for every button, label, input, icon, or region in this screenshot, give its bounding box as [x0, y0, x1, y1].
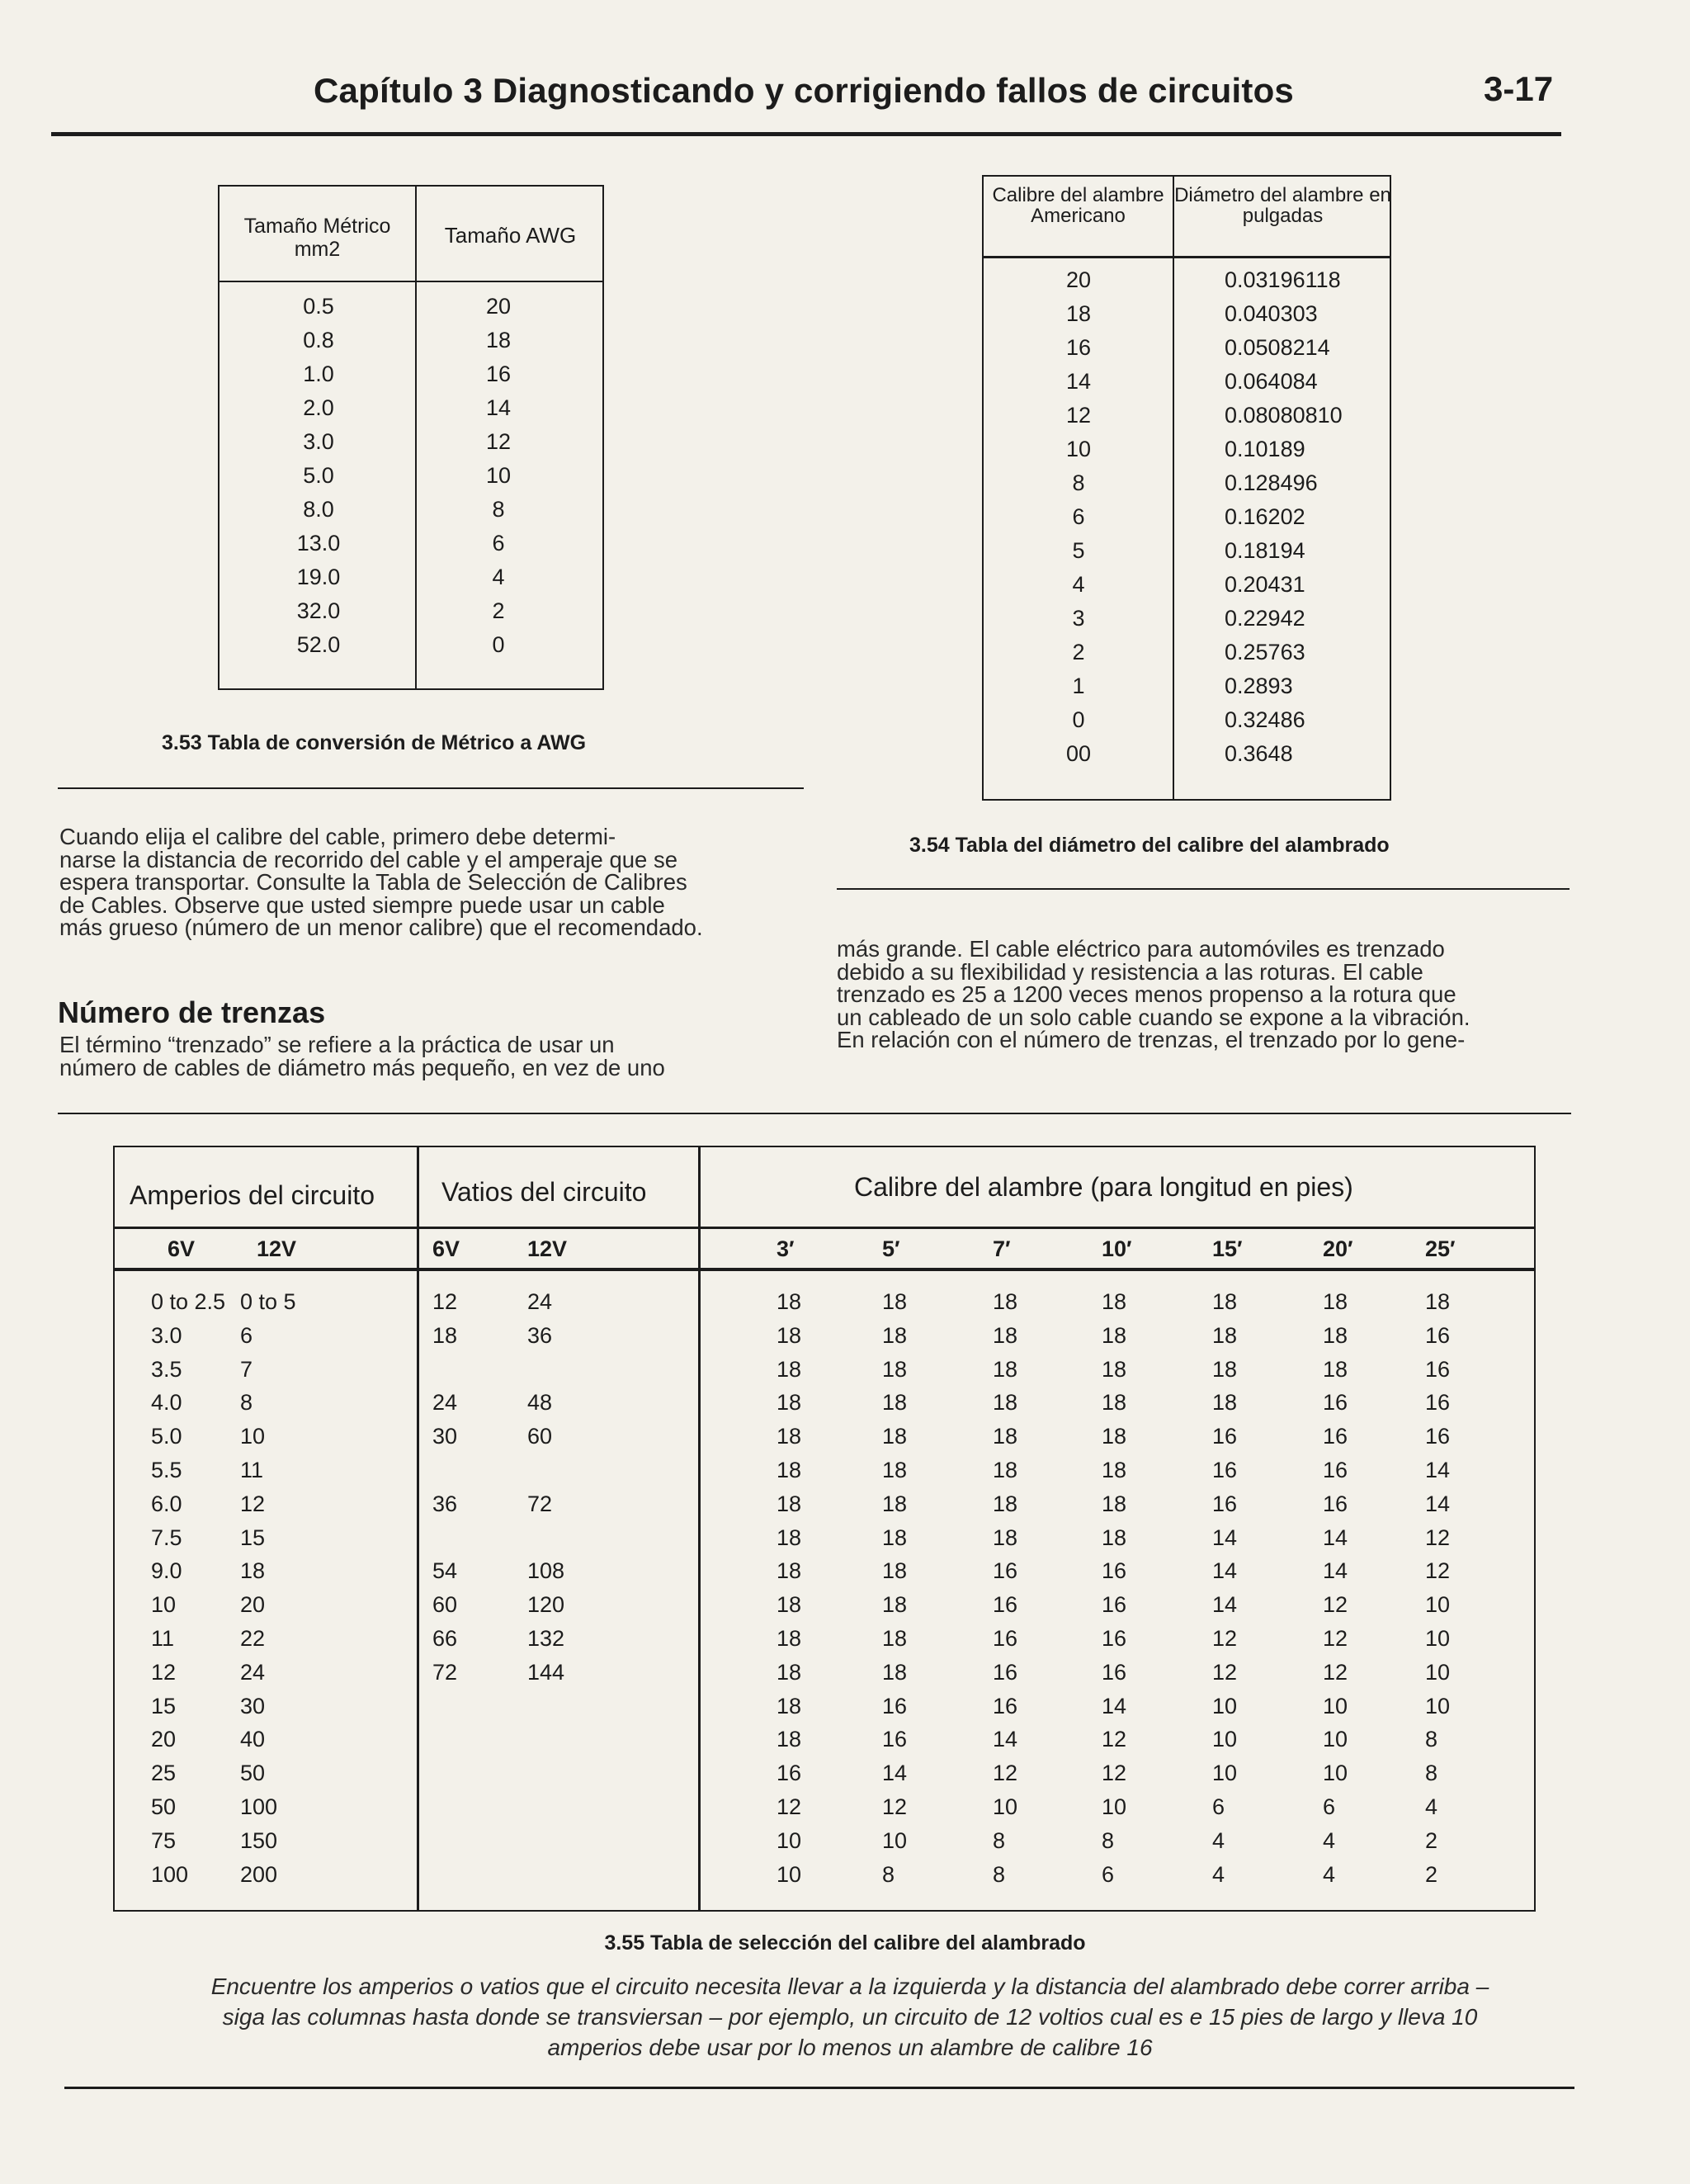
chapter-title: Capítulo 3 Diagnosticando y corrigiendo fallos de circuitos	[314, 71, 1294, 110]
table-cell: 18	[882, 1356, 908, 1382]
table-cell: 16	[1212, 1458, 1238, 1482]
table-cell: 12	[882, 1794, 908, 1819]
table-cell: 4	[1212, 1827, 1225, 1853]
table-cell: 14	[1323, 1525, 1348, 1550]
text-line: número de cables de diámetro más pequeño, en vez de uno	[59, 1054, 665, 1080]
cell-diameter: 0.08080810	[1225, 403, 1343, 428]
header-divider	[115, 1268, 1534, 1271]
table-cell: 18	[777, 1322, 802, 1348]
table-cell: 18	[1323, 1322, 1348, 1348]
table-cell: 18	[777, 1558, 802, 1584]
table-cell: 8	[1425, 1727, 1438, 1752]
table-cell: 3.0	[151, 1322, 182, 1348]
text-line: un cableado de un solo cable cuando se expone a la vibración.	[837, 1004, 1470, 1030]
cell-gauge: 5	[1072, 538, 1085, 563]
cell-gauge: 4	[1072, 572, 1085, 597]
note-line: amperios debe usar por lo menos un alambre de calibre 16	[547, 2035, 1153, 2060]
caption-355: 3.55 Tabla de selección del calibre del alambrado	[604, 1931, 1086, 1955]
table-note	[107, 1971, 1593, 2063]
table-cell: 10	[1425, 1626, 1451, 1651]
cell-diameter: 0.10189	[1225, 437, 1305, 461]
sub-header: 12V	[257, 1236, 297, 1261]
table-cell: 10	[1425, 1659, 1451, 1685]
table-cell: 18	[882, 1458, 908, 1482]
table-cell: 100	[240, 1794, 278, 1819]
text-line: trenzado es 25 a 1200 veces menos propenso a la rotura que	[837, 981, 1456, 1007]
page-number: 3-17	[1484, 69, 1554, 108]
table-cell: 12	[1102, 1761, 1127, 1786]
cell-gauge: 8	[1072, 470, 1085, 495]
table-cell: 16	[1323, 1424, 1348, 1449]
cell-gauge: 14	[1065, 369, 1092, 394]
table-cell: 16	[1212, 1424, 1238, 1449]
table-cell: 18	[777, 1424, 802, 1449]
table-cell: 2	[1425, 1861, 1438, 1887]
table-cell: 18	[777, 1356, 802, 1382]
table-cell: 36	[527, 1322, 553, 1348]
table-cell: 8	[240, 1390, 253, 1416]
table-cell: 10	[993, 1794, 1018, 1819]
table-cell: 18	[1102, 1390, 1127, 1416]
table-cell: 120	[527, 1592, 565, 1618]
header-divider	[984, 256, 1390, 258]
table-cell: 16	[1425, 1356, 1451, 1382]
table-cell: 18	[993, 1322, 1018, 1348]
cell-diameter: 0.040303	[1225, 301, 1318, 326]
table-cell: 16	[1102, 1659, 1127, 1685]
table-cell: 16	[1212, 1491, 1238, 1516]
table-cell: 18	[1102, 1491, 1127, 1516]
table-cell: 16	[1102, 1558, 1127, 1584]
table-cell: 25	[151, 1761, 177, 1786]
text-line: de Cables. Observe que usted siempre puede usar un cable	[59, 891, 665, 918]
section-rule	[58, 1113, 1571, 1114]
table-cell: 4.0	[151, 1390, 182, 1416]
table-cell: 16	[1102, 1592, 1127, 1618]
sub-header: 3′	[777, 1236, 795, 1261]
table-cell: 24	[240, 1659, 266, 1685]
table-cell: 16	[1425, 1322, 1451, 1348]
table-cell: 72	[432, 1659, 458, 1685]
table-cell: 10	[777, 1861, 802, 1887]
table-cell: 9.0	[151, 1558, 182, 1584]
table-cell: 18	[882, 1626, 908, 1651]
cell-diameter: 0.03196118	[1225, 267, 1341, 292]
table-cell: 18	[777, 1458, 802, 1482]
table-cell: 18	[882, 1525, 908, 1550]
cell-diameter: 0.064084	[1225, 369, 1318, 394]
table-cell: 24	[527, 1289, 553, 1314]
table-cell: 10	[882, 1827, 908, 1853]
text-line: más grueso (número de un menor calibre) que el recomendado.	[59, 915, 703, 940]
table-cell: 66	[432, 1626, 458, 1651]
note-line: Encuentre los amperios o vatios que el circuito necesita llevar a la izquierda y la distancia del alambrado debe correr arriba –	[210, 1974, 1489, 1999]
cell-awg: 10	[485, 463, 512, 488]
table-cell: 14	[1102, 1693, 1127, 1718]
table-cell: 3.5	[151, 1356, 182, 1382]
cell-gauge: 0	[1072, 707, 1085, 732]
cell-gauge: 18	[1065, 301, 1092, 326]
table-cell: 10	[1102, 1794, 1127, 1819]
column-divider	[1173, 177, 1174, 799]
text-line: El término “trenzado” se refiere a la práctica de usar un	[59, 1032, 615, 1057]
table-cell: 10	[1323, 1761, 1348, 1786]
right-paragraph	[837, 938, 1571, 1052]
cell-diameter: 0.22942	[1225, 606, 1305, 631]
cell-awg: 16	[485, 362, 512, 386]
sub-header: 20′	[1323, 1236, 1353, 1261]
table-cell: 18	[432, 1322, 458, 1348]
table-cell: 144	[527, 1659, 565, 1685]
table-cell: 16	[777, 1761, 802, 1786]
table-cell: 22	[240, 1626, 266, 1651]
table-cell: 8	[882, 1861, 895, 1887]
table-cell: 18	[1323, 1289, 1348, 1314]
metric-awg-table	[218, 185, 604, 690]
text-line: debido a su flexibilidad y resistencia a las roturas. El cable	[837, 958, 1423, 985]
text-line: En relación con el número de trenzas, el trenzado por lo gene-	[837, 1027, 1466, 1052]
sub-header: 5′	[882, 1236, 900, 1261]
table-cell: 18	[993, 1458, 1018, 1482]
table-cell: 18	[882, 1491, 908, 1516]
table-cell: 10	[1212, 1761, 1238, 1786]
table-cell: 18	[1212, 1356, 1238, 1382]
section-paragraph	[59, 1033, 786, 1079]
sub-header: 15′	[1212, 1236, 1243, 1261]
table-cell: 18	[882, 1289, 908, 1314]
table-cell: 10	[1425, 1592, 1451, 1618]
cell-diameter: 0.16202	[1225, 504, 1305, 529]
table-cell: 16	[1323, 1491, 1348, 1516]
table-cell: 36	[432, 1491, 458, 1516]
cell-gauge: 00	[1065, 741, 1092, 766]
table-cell: 14	[1425, 1458, 1451, 1482]
cell-metric: 8.0	[303, 497, 334, 522]
text-line: narse la distancia de recorrido del cable y el amperaje que se	[59, 846, 678, 872]
cell-metric: 52.0	[296, 632, 341, 657]
gauge-diameter-table	[982, 175, 1391, 801]
table-cell: 6	[1212, 1794, 1225, 1819]
table-cell: 7	[240, 1356, 253, 1382]
table-cell: 14	[1212, 1592, 1238, 1618]
table-cell: 18	[1102, 1525, 1127, 1550]
table-cell: 18	[993, 1491, 1018, 1516]
table-cell: 12	[1323, 1592, 1348, 1618]
table-cell: 16	[1102, 1626, 1127, 1651]
table-cell: 16	[1323, 1390, 1348, 1416]
table-cell: 48	[527, 1390, 553, 1416]
table-cell: 14	[882, 1761, 908, 1786]
group-divider	[417, 1147, 419, 1910]
table-cell: 4	[1323, 1827, 1336, 1853]
table-cell: 5.0	[151, 1424, 182, 1449]
sub-header: 12V	[527, 1236, 568, 1261]
table-cell: 12	[1102, 1727, 1127, 1752]
table-cell: 16	[993, 1626, 1018, 1651]
cell-awg: 12	[485, 429, 512, 454]
cell-awg: 20	[485, 294, 512, 319]
cell-diameter: 0.32486	[1225, 707, 1305, 732]
section-heading: Número de trenzas	[58, 995, 326, 1029]
cell-diameter: 0.2893	[1225, 674, 1293, 698]
table-cell: 6	[1102, 1861, 1115, 1887]
table-cell: 18	[882, 1390, 908, 1416]
cell-awg: 2	[492, 598, 505, 623]
table-cell: 18	[882, 1424, 908, 1449]
cell-metric: 13.0	[296, 531, 341, 555]
group-header-gauge: Calibre del alambre (para longitud en pies)	[854, 1172, 1353, 1202]
table-cell: 16	[993, 1659, 1018, 1685]
table-cell: 8	[1102, 1827, 1115, 1853]
table-cell: 10	[1212, 1727, 1238, 1752]
table-cell: 16	[993, 1558, 1018, 1584]
table-cell: 12	[1425, 1525, 1451, 1550]
table-cell: 18	[777, 1491, 802, 1516]
table-cell: 16	[882, 1727, 908, 1752]
table-cell: 18	[1102, 1322, 1127, 1348]
cell-diameter: 0.18194	[1225, 538, 1305, 563]
table-cell: 18	[777, 1626, 802, 1651]
cell-gauge: 3	[1072, 606, 1085, 631]
cell-metric: 0.8	[303, 328, 334, 352]
table-cell: 18	[777, 1592, 802, 1618]
group-header-watts: Vatios del circuito	[441, 1177, 647, 1207]
table-cell: 108	[527, 1558, 565, 1584]
table-cell: 18	[882, 1558, 908, 1584]
table-cell: 18	[1212, 1289, 1238, 1314]
table-cell: 20	[151, 1727, 177, 1752]
table-cell: 132	[527, 1626, 565, 1651]
cell-metric: 0.5	[303, 294, 334, 319]
table-cell: 18	[993, 1356, 1018, 1382]
table-cell: 0 to 2.5	[151, 1289, 226, 1314]
cell-diameter: 0.128496	[1225, 470, 1318, 495]
sub-header: 6V	[432, 1236, 460, 1261]
table-cell: 54	[432, 1558, 458, 1584]
cell-metric: 2.0	[303, 395, 334, 420]
table-cell: 16	[993, 1693, 1018, 1718]
table-cell: 12	[1425, 1558, 1451, 1584]
table-cell: 16	[1323, 1458, 1348, 1482]
cell-metric: 3.0	[303, 429, 334, 454]
table-cell: 18	[1102, 1289, 1127, 1314]
table-cell: 40	[240, 1727, 266, 1752]
column-header-diameter: Diámetro del alambre en pulgadas	[1174, 184, 1391, 227]
table-cell: 6	[1323, 1794, 1336, 1819]
sub-header: 7′	[993, 1236, 1011, 1261]
table-cell: 16	[882, 1693, 908, 1718]
wire-selection-table	[113, 1146, 1536, 1912]
section-rule	[58, 787, 804, 789]
note-line: siga las columnas hasta donde se transviersan – por ejemplo, un circuito de 12 voltios cual es e 15 pies de largo y lleva 10	[222, 2004, 1478, 2030]
table-cell: 60	[527, 1424, 553, 1449]
caption-354: 3.54 Tabla del diámetro del calibre del alambrado	[909, 834, 1390, 857]
table-cell: 15	[240, 1525, 266, 1550]
cell-awg: 0	[492, 632, 505, 657]
table-cell: 18	[777, 1659, 802, 1685]
table-cell: 18	[777, 1727, 802, 1752]
table-cell: 18	[1102, 1356, 1127, 1382]
table-cell: 12	[1212, 1659, 1238, 1685]
table-cell: 60	[432, 1592, 458, 1618]
table-cell: 18	[777, 1693, 802, 1718]
group-divider	[698, 1147, 701, 1910]
table-cell: 18	[1425, 1289, 1451, 1314]
text-line: más grande. El cable eléctrico para automóviles es trenzado	[837, 936, 1445, 962]
table-cell: 18	[993, 1424, 1018, 1449]
table-cell: 18	[1102, 1424, 1127, 1449]
table-cell: 14	[1425, 1491, 1451, 1516]
table-cell: 15	[151, 1693, 177, 1718]
table-cell: 18	[777, 1390, 802, 1416]
table-cell: 10	[1323, 1693, 1348, 1718]
table-cell: 20	[240, 1592, 266, 1618]
sub-header: 25′	[1425, 1236, 1456, 1261]
table-cell: 24	[432, 1390, 458, 1416]
table-cell: 14	[1212, 1558, 1238, 1584]
table-cell: 5.5	[151, 1458, 182, 1482]
caption-353: 3.53 Tabla de conversión de Métrico a AWG	[162, 731, 587, 754]
column-header-metric: Tamaño Métrico mm2	[243, 215, 391, 261]
table-cell: 200	[240, 1861, 278, 1887]
table-cell: 10	[777, 1827, 802, 1853]
cell-awg: 6	[492, 531, 505, 555]
table-cell: 10	[1323, 1727, 1348, 1752]
table-cell: 2	[1425, 1827, 1438, 1853]
table-cell: 12	[777, 1794, 802, 1819]
table-cell: 18	[1212, 1322, 1238, 1348]
table-cell: 12	[240, 1491, 266, 1516]
sub-header: 10′	[1102, 1236, 1132, 1261]
text-line: espera transportar. Consulte la Tabla de Selección de Calibres	[59, 869, 687, 895]
cell-gauge: 16	[1065, 335, 1092, 360]
column-divider	[415, 187, 417, 688]
table-cell: 4	[1212, 1861, 1225, 1887]
cell-gauge: 10	[1065, 437, 1092, 461]
group-header-amperes: Amperios del circuito	[130, 1180, 375, 1210]
cell-diameter: 0.3648	[1225, 741, 1293, 766]
table-cell: 14	[1212, 1525, 1238, 1550]
table-cell: 8	[993, 1861, 1006, 1887]
cell-metric: 32.0	[296, 598, 341, 623]
table-cell: 50	[151, 1794, 177, 1819]
table-cell: 0 to 5	[240, 1289, 296, 1314]
table-cell: 18	[882, 1659, 908, 1685]
table-cell: 18	[240, 1558, 266, 1584]
table-cell: 16	[1425, 1424, 1451, 1449]
text-line: Cuando elija el calibre del cable, primero debe determi-	[59, 824, 616, 849]
table-cell: 72	[527, 1491, 553, 1516]
table-cell: 18	[777, 1289, 802, 1314]
cell-gauge: 1	[1072, 674, 1085, 698]
cell-diameter: 0.20431	[1225, 572, 1305, 597]
header-divider	[115, 1227, 1534, 1229]
cell-diameter: 0.25763	[1225, 640, 1305, 664]
cell-awg: 18	[485, 328, 512, 352]
column-header-awg: Tamaño AWG	[444, 223, 577, 248]
table-cell: 6	[240, 1322, 253, 1348]
table-cell: 75	[151, 1827, 177, 1853]
header-rule	[51, 132, 1561, 136]
table-cell: 10	[1212, 1693, 1238, 1718]
table-cell: 30	[240, 1693, 266, 1718]
table-cell: 18	[1212, 1390, 1238, 1416]
table-cell: 8	[993, 1827, 1006, 1853]
cell-awg: 8	[492, 497, 505, 522]
left-paragraph	[59, 825, 786, 939]
column-header-gauge: Calibre del alambre Americano	[992, 184, 1164, 227]
cell-gauge: 12	[1065, 403, 1092, 428]
table-cell: 6.0	[151, 1491, 182, 1516]
cell-awg: 14	[485, 395, 512, 420]
cell-metric: 19.0	[296, 565, 341, 589]
table-cell: 7.5	[151, 1525, 182, 1550]
cell-diameter: 0.0508214	[1225, 335, 1330, 360]
cell-gauge: 20	[1065, 267, 1092, 292]
header-divider	[220, 281, 602, 282]
section-rule	[837, 888, 1570, 890]
sub-header: 6V	[168, 1236, 196, 1261]
table-cell: 10	[240, 1424, 266, 1449]
table-cell: 4	[1323, 1861, 1336, 1887]
table-cell: 16	[1425, 1390, 1451, 1416]
table-cell: 12	[151, 1659, 177, 1685]
table-cell: 12	[993, 1761, 1018, 1786]
cell-gauge: 6	[1072, 504, 1085, 529]
cell-metric: 1.0	[303, 362, 334, 386]
cell-awg: 4	[492, 565, 505, 589]
footer-rule	[64, 2087, 1574, 2089]
table-cell: 18	[993, 1289, 1018, 1314]
table-cell: 150	[240, 1827, 278, 1853]
cell-metric: 5.0	[303, 463, 334, 488]
table-cell: 30	[432, 1424, 458, 1449]
table-cell: 18	[993, 1390, 1018, 1416]
table-cell: 18	[882, 1322, 908, 1348]
table-cell: 18	[993, 1525, 1018, 1550]
table-cell: 10	[151, 1592, 177, 1618]
table-cell: 12	[432, 1289, 458, 1314]
table-cell: 12	[1323, 1659, 1348, 1685]
table-cell: 100	[151, 1861, 189, 1887]
table-cell: 4	[1425, 1794, 1438, 1819]
table-cell: 18	[777, 1525, 802, 1550]
table-cell: 8	[1425, 1761, 1438, 1786]
table-cell: 11	[151, 1626, 175, 1651]
table-cell: 18	[1102, 1458, 1127, 1482]
table-cell: 10	[1425, 1693, 1451, 1718]
cell-gauge: 2	[1072, 640, 1085, 664]
table-cell: 12	[1212, 1626, 1238, 1651]
table-cell: 50	[240, 1761, 266, 1786]
table-cell: 18	[1323, 1356, 1348, 1382]
table-cell: 14	[1323, 1558, 1348, 1584]
table-cell: 16	[993, 1592, 1018, 1618]
table-cell: 12	[1323, 1626, 1348, 1651]
table-cell: 11	[240, 1458, 264, 1482]
table-cell: 18	[882, 1592, 908, 1618]
table-cell: 14	[993, 1727, 1018, 1752]
